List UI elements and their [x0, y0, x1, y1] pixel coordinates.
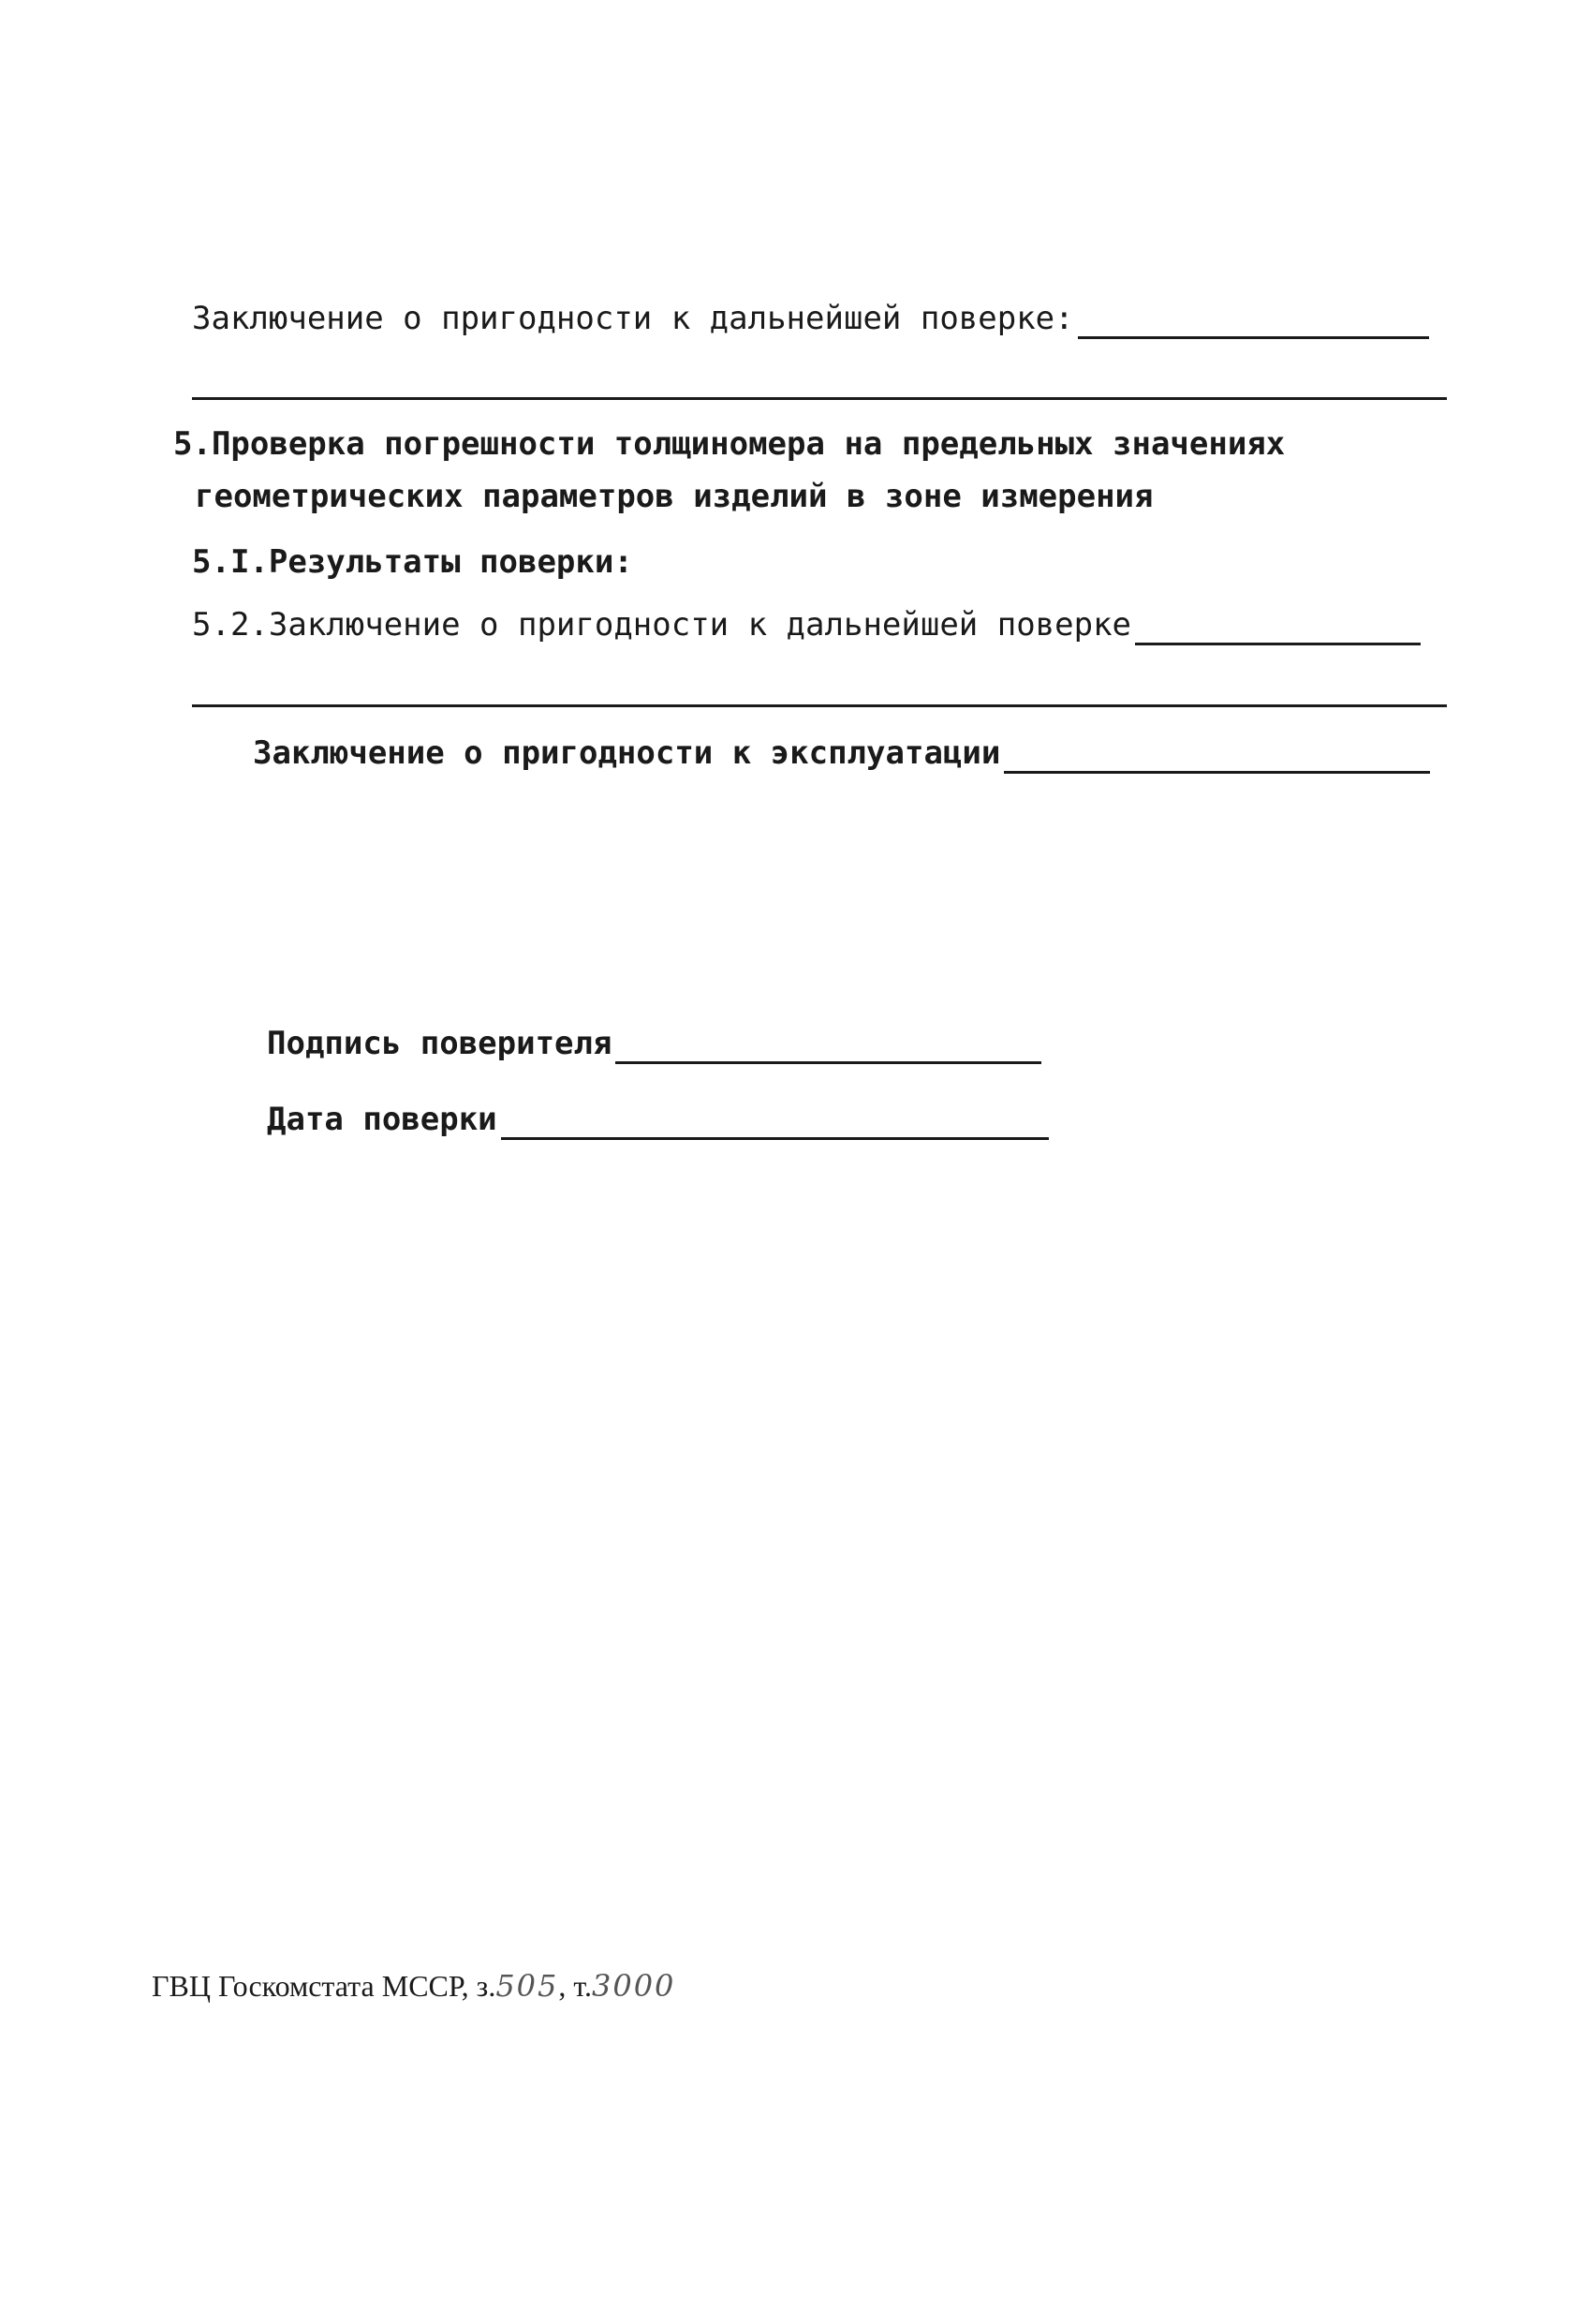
copies-count: 3000	[591, 1968, 676, 2004]
section5-title-text2: геометрических параметров изделий в зоне измерения	[195, 478, 1154, 515]
printer-name: ГВЦ Госкомстата МССР, з.	[152, 1969, 496, 2003]
date-line	[267, 1099, 1049, 1140]
conclusion-operation-line	[253, 733, 1447, 774]
printer-imprint	[152, 1967, 675, 2005]
date-blank	[501, 1103, 1049, 1140]
continuation-rule-2	[192, 704, 1447, 707]
conclusion-operation-label: Заключение о пригодности к эксплуатации	[253, 734, 1001, 772]
section5-1-label: 5.I.Результаты поверки:	[192, 543, 633, 581]
signature-blank	[615, 1028, 1041, 1064]
signature-line	[267, 1023, 1041, 1064]
section5-title-line1	[173, 423, 1285, 465]
date-label: Дата поверки	[267, 1101, 497, 1138]
conclusion-next-check-blank	[1078, 303, 1429, 339]
order-number: 505	[495, 1968, 559, 2004]
conclusion-next-check-line	[192, 298, 1447, 339]
section5-1-line	[192, 541, 633, 583]
section5-title-line2	[195, 476, 1154, 517]
conclusion-next-check-label: Заключение о пригодности к дальнейшей поверке:	[192, 300, 1074, 337]
section5-2-blank	[1135, 609, 1421, 645]
signature-label: Подпись поверителя	[267, 1025, 612, 1062]
copies-separator: , т.	[558, 1969, 592, 2003]
section5-title-text1: 5.Проверка погрешности толщиномера на предельных значениях	[173, 425, 1286, 463]
continuation-rule-1	[192, 397, 1447, 400]
conclusion-operation-blank	[1004, 737, 1430, 774]
section5-2-label: 5.2.Заключение о пригодности к дальнейшей поверке	[192, 606, 1132, 644]
section5-2-line	[192, 604, 1447, 645]
